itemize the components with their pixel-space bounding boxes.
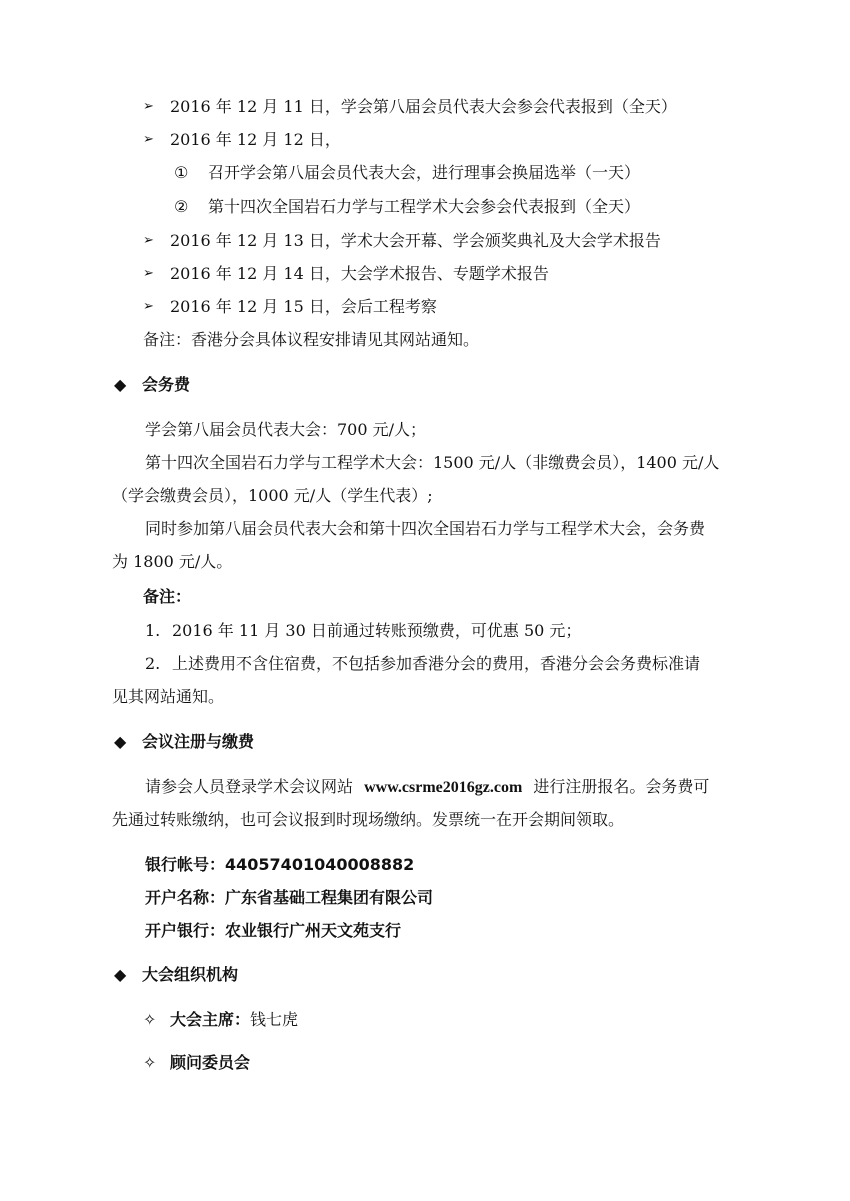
fee-line: 同时参加第八届会员代表大会和第十四次全国岩石力学与工程学术大会，会务费 [145,519,706,538]
four-point-star-icon: ✧ [143,1010,157,1029]
arrow-bullet-icon: ➢ [143,99,154,114]
section-heading-fees: 会务费 [142,375,191,394]
bank-name-row [145,920,401,942]
chair-value: 钱七虎 [250,1010,299,1029]
fee-line: 第十四次全国岩石力学与工程学术大会：1500 元/人（非缴费会员），1400 元/人 [145,453,720,472]
circled-number-one: ① [174,163,189,182]
fee-note: 上述费用不含住宿费，不包括参加香港分会的费用，香港分会会务费标准请 [172,654,701,673]
fee-line: 学会第八届会员代表大会：700 元/人； [145,420,427,439]
schedule-note: 备注：香港分会具体议程安排请见其网站通知。 [143,330,480,349]
advisory-committee: 顾问委员会 [170,1053,251,1072]
bank-account-row [145,854,414,876]
account-name-row [145,887,433,909]
bank-account-value: 44057401040008882 [225,855,415,874]
arrow-bullet-icon: ➢ [143,132,154,147]
fee-note: 2016 年 11 月 30 日前通过转账预缴费，可优惠 50 元； [172,621,582,640]
fee-note-number: 1. [145,621,161,640]
website-link[interactable]: www.csrme2016gz.com [364,779,523,796]
bank-name-value: 农业银行广州天文苑支行 [225,921,402,940]
section-heading-registration: 会议注册与缴费 [142,732,255,751]
diamond-bullet-icon: ◆ [114,375,127,394]
schedule-subitem: 召开学会第八届会员代表大会，进行理事会换届选举（一天） [208,163,641,182]
bank-name-label: 开户银行： [145,921,226,940]
arrow-bullet-icon: ➢ [143,233,154,248]
registration-text-post: 进行注册报名。会务费可 [533,777,710,796]
schedule-item: 2016 年 12 月 11 日，学会第八届会员代表大会参会代表报到（全天） [170,97,677,116]
circled-number-two: ② [174,197,189,216]
schedule-item: 2016 年 12 月 13 日，学术大会开幕、学会颁奖典礼及大会学术报告 [170,231,661,250]
bank-account-label: 银行帐号： [145,855,226,874]
schedule-item: 2016 年 12 月 14 日，大会学术报告、专题学术报告 [170,264,549,283]
chair-label: 大会主席： [170,1010,251,1029]
account-name-label: 开户名称： [145,888,226,907]
account-name-value: 广东省基础工程集团有限公司 [225,888,434,907]
diamond-bullet-icon: ◆ [114,965,127,984]
schedule-subitem: 第十四次全国岩石力学与工程学术大会参会代表报到（全天） [208,197,641,216]
arrow-bullet-icon: ➢ [143,299,154,314]
schedule-item: 2016 年 12 月 12 日， [170,130,341,149]
fee-note-number: 2. [145,654,161,673]
section-heading-organization: 大会组织机构 [142,965,239,984]
chair-row [170,1009,298,1031]
fee-line: 为 1800 元/人。 [112,552,233,571]
four-point-star-icon: ✧ [143,1053,157,1072]
schedule-item: 2016 年 12 月 15 日，会后工程考察 [170,297,437,316]
registration-text-pre: 请参会人员登录学术会议网站 [145,777,354,796]
registration-text: 先通过转账缴纳，也可会议报到时现场缴纳。发票统一在开会期间领取。 [112,810,625,829]
fee-note: 见其网站通知。 [112,687,225,706]
fee-note-label: 备注： [143,587,192,606]
arrow-bullet-icon: ➢ [143,266,154,281]
fee-line: （学会缴费会员），1000 元/人（学生代表）; [112,486,433,505]
registration-text [145,776,709,799]
diamond-bullet-icon: ◆ [114,732,127,751]
